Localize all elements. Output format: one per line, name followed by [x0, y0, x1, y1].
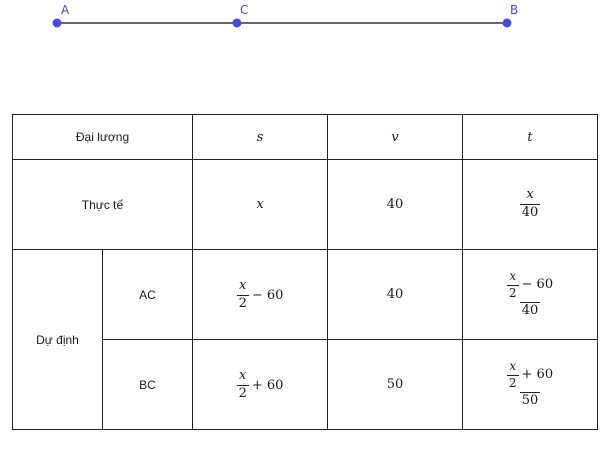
planned-ac-t: [463, 250, 598, 340]
planned-bc-label: BC: [103, 340, 193, 430]
header-t: t: [463, 115, 598, 160]
header-quantity: Đại lượng: [13, 115, 193, 160]
planned-bc-s: $\frac{x}{2}$ + 60: [193, 340, 328, 430]
point-a-label: A: [61, 3, 70, 17]
bc-s-fraction: $\frac{x}{2}$: [238, 367, 247, 401]
point-a: [53, 19, 62, 28]
header-v: v: [328, 115, 463, 160]
row-planned-ac: [13, 250, 598, 340]
planned-bc-t: [463, 340, 598, 430]
planned-bc-v: 50: [328, 340, 463, 430]
point-b-label: B: [510, 3, 519, 17]
actual-label: Thực tế: [13, 160, 193, 250]
header-s: s: [193, 115, 328, 160]
point-b: [503, 19, 512, 28]
planned-ac-v: 40: [328, 250, 463, 340]
row-actual: [13, 160, 598, 250]
point-c: [233, 19, 242, 28]
planned-ac-label: AC: [103, 250, 193, 340]
ac-s-fraction: $\frac{x}{2}$: [238, 277, 247, 311]
point-c-label: C: [240, 3, 249, 17]
planned-label: Dự định: [13, 250, 103, 430]
segment-diagram: [0, 0, 609, 40]
actual-t: [463, 160, 598, 250]
header-row: [13, 115, 598, 160]
actual-t-fraction: $\frac{x}{40}$: [521, 187, 539, 220]
actual-s: x: [193, 160, 328, 250]
bc-t-fraction: $\frac{x}{2}$ + 60 50: [508, 359, 554, 408]
ac-t-fraction: $\frac{x}{2}$ − 60 40: [508, 269, 554, 318]
quantity-table: [12, 114, 598, 430]
planned-ac-s: $\frac{x}{2}$ − 60: [193, 250, 328, 340]
actual-v: 40: [328, 160, 463, 250]
